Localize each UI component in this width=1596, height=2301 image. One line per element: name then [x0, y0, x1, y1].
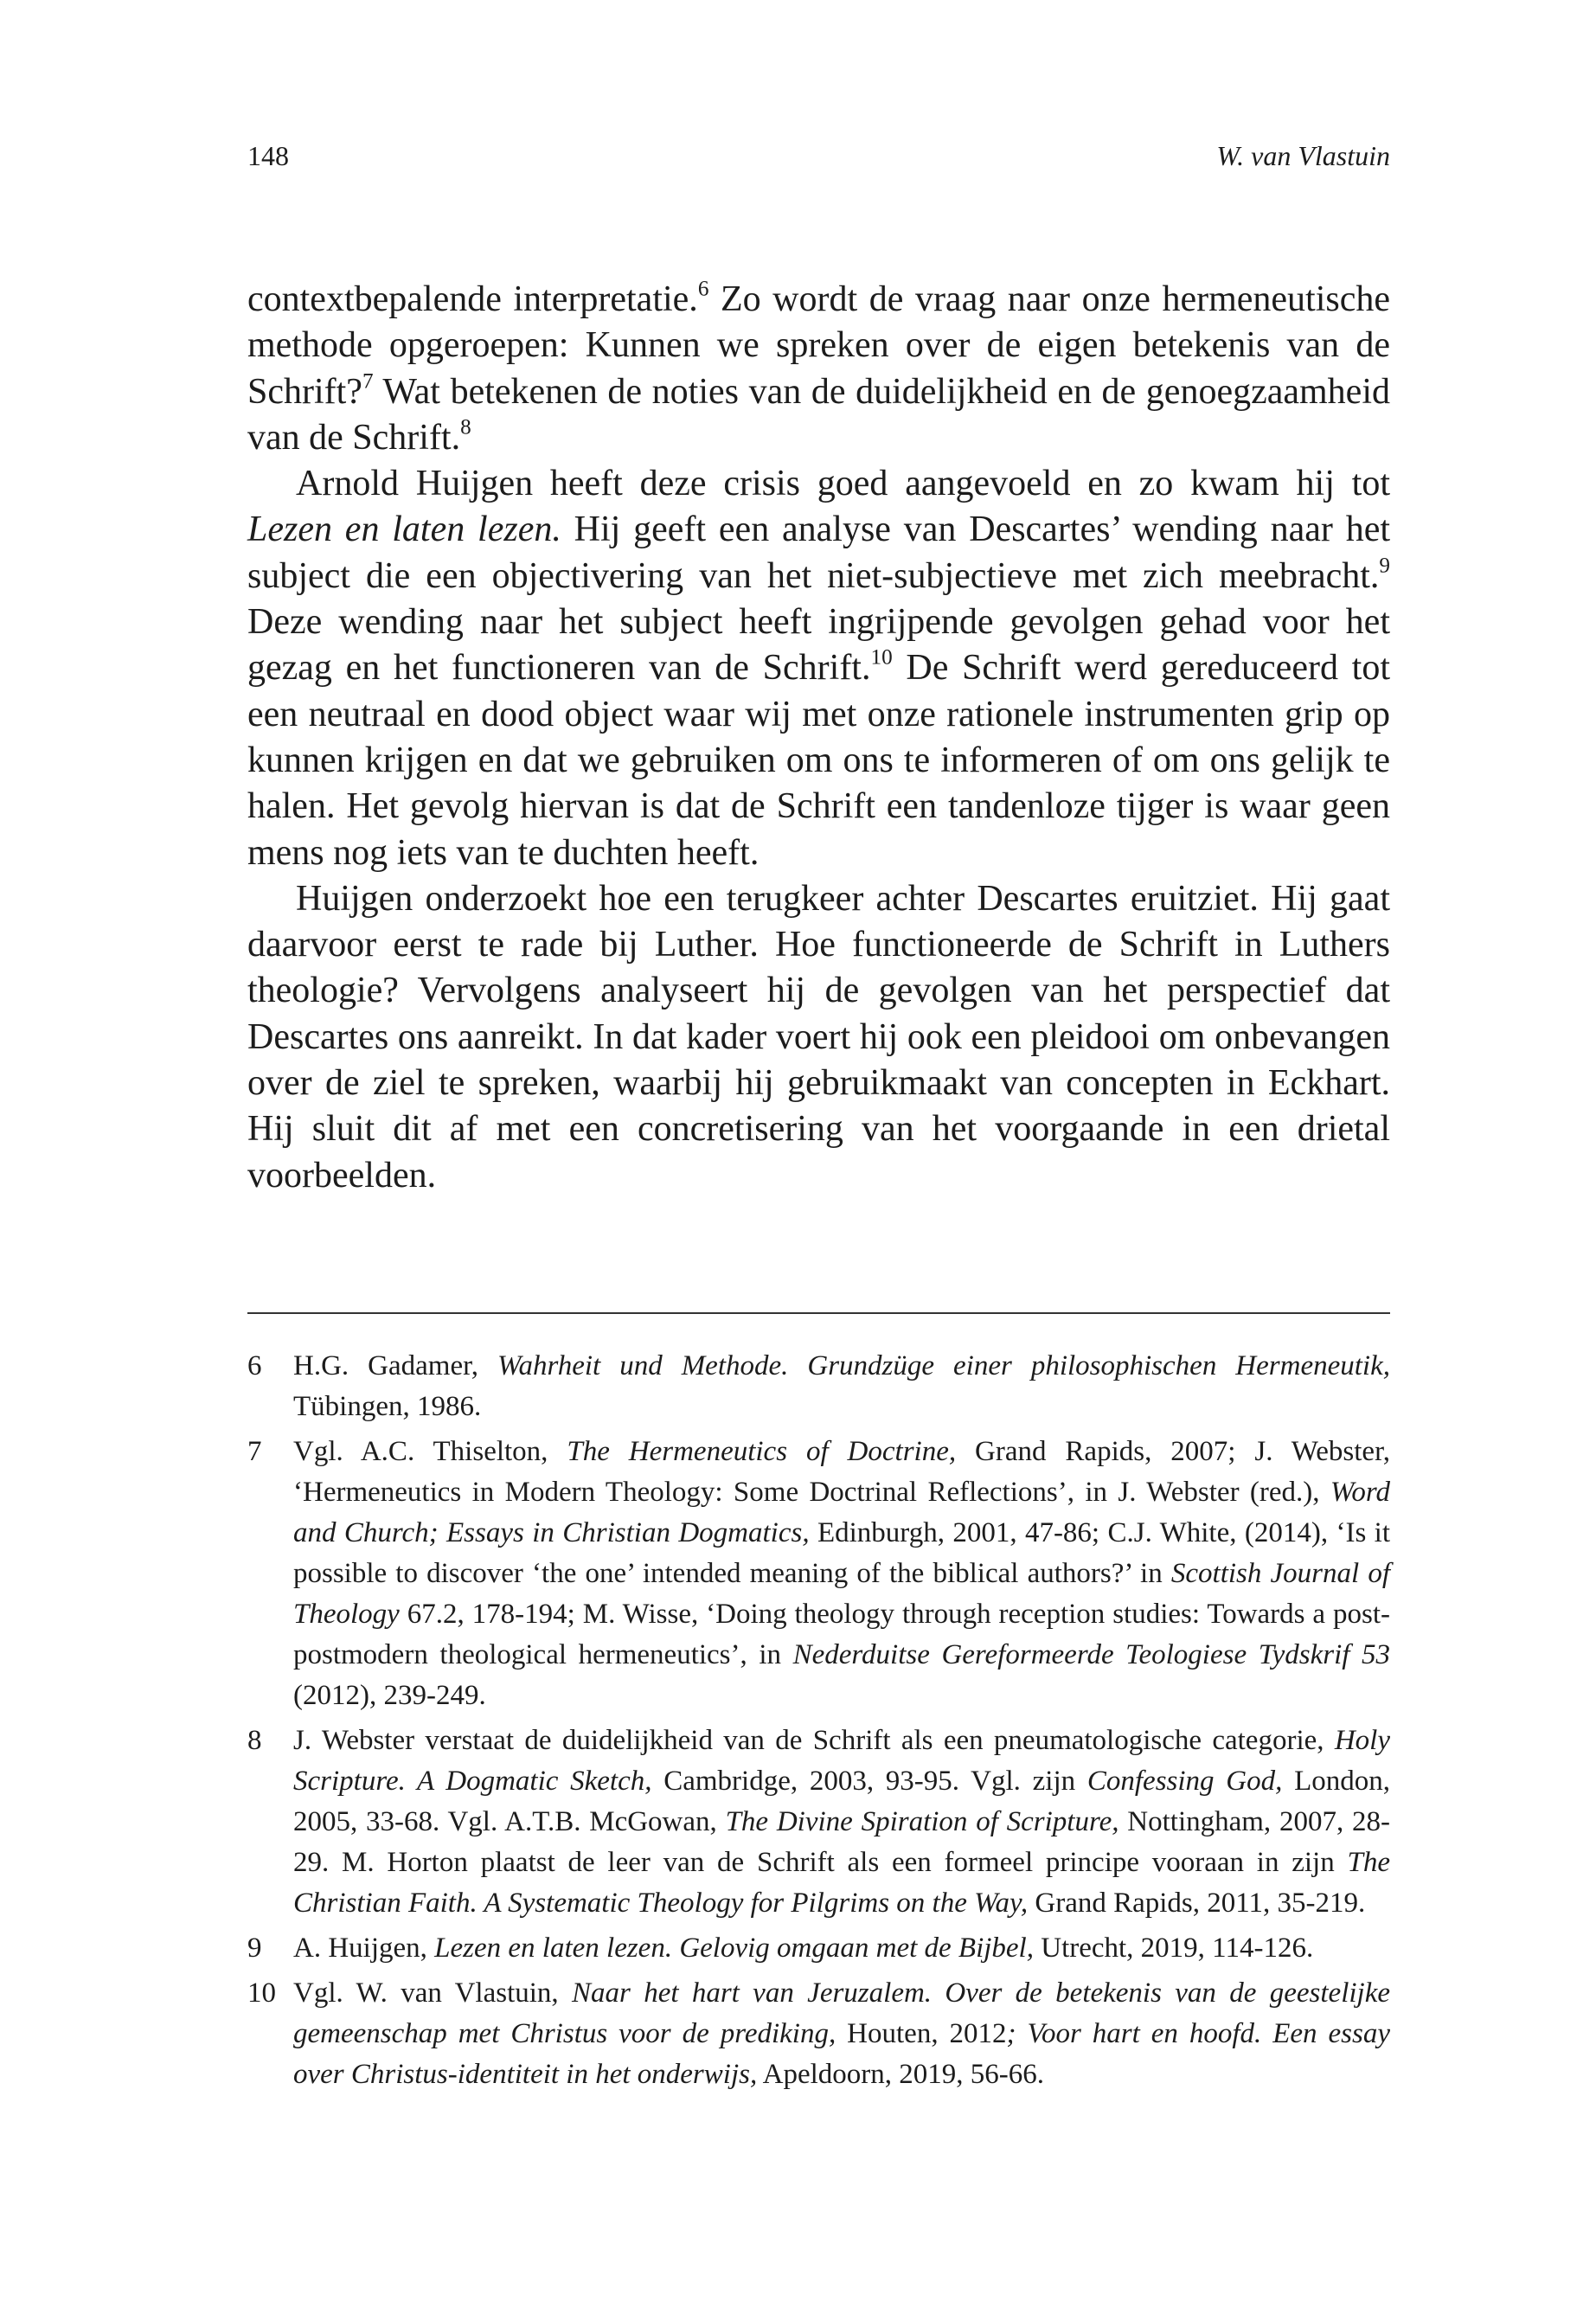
footnote-9: 9 A. Huijgen, Lezen en laten lezen. Gelovig omgaan met de Bijbel, Utrecht, 2019, 114-126. [247, 1928, 1390, 1969]
footnote-ref-8[interactable]: 8 [460, 415, 471, 439]
footnote-divider [247, 1312, 1390, 1314]
footnote-ref-10[interactable]: 10 [870, 645, 893, 670]
paragraph-3: Huijgen onderzoekt hoe een terugkeer achter Descartes eruitziet. Hij gaat daarvoor eerst te rade bij Luther. Hoe functioneerde de Schrift in Luthers theologie? Vervolgens analyseert hij de gevolgen van het perspectief dat Descartes ons aanreikt. In dat kader voert hij ook een pleidooi om onbevangen over de ziel te spreken, waarbij hij gebruikmaakt van concepten in Eckhart. Hij sluit dit af met een concretisering van het voorgaande in een drietal voorbeelden. [247, 878, 1390, 1195]
page-number: 148 [247, 140, 289, 171]
footnotes [247, 1346, 1390, 2099]
paragraph-2: Arnold Huijgen heeft deze crisis goed aangevoeld en zo kwam hij tot Lezen en laten lezen. Hij geeft een analyse van Descartes’ wending naar het subject die een objectivering van het niet-subjectieve met zich meebracht.$^9$ Deze wending naar het subject heeft ingrijpende gevolgen gehad voor het gezag en het functioneren van de Schrift.$^{10}$ De Schrift werd gereduceerd tot een neutraal en dood object waar wij met onze rationele instrumenten grip op kunnen krijgen en dat we gebruiken om ons te informeren of om ons gelijk te halen. Het gevolg hiervan is dat de Schrift een tandenloze tijger is waar geen mens nog iets van te duchten heeft. [247, 464, 1390, 873]
footnote-7: 7 Vgl. A.C. Thiselton, The Hermeneutics of Doctrine, Grand Rapids, 2007; J. Webster, ‘Hermeneutics in Modern Theology: Some Doctrinal Reflections’, in J. Webster (red.), Word and Church; Essays in Christian Dogmatics, Edinburgh, 2001, 47-86; C.J. White, (2014), ‘Is it possible to discover ‘the one’ intended meaning of the biblical authors?’ in Scottish Journal of Theology 67.2, 178-194; M. Wisse, ‘Doing theology through reception studies: Towards a post-postmodern theological hermeneutics’, in Nederduitse Gereformeerde Teologiese Tydskrif 53 (2012), 239-249. [247, 1432, 1390, 1716]
footnote-6: 6 H.G. Gadamer, Wahrheit und Methode. Grundzüge einer philosophischen Hermeneutik, Tübingen, 1986. [247, 1346, 1390, 1427]
footnote-number: 7 [247, 1436, 262, 1467]
running-head-author: W. van Vlastuin [1216, 140, 1390, 171]
footnote-number: 9 [247, 1932, 262, 1964]
footnote-ref-6[interactable]: 6 [697, 277, 709, 301]
footnote-number: 6 [247, 1350, 262, 1381]
footnote-10: 10 Vgl. W. van Vlastuin, Naar het hart van Jeruzalem. Over de betekenis van de geestelijke gemeenschap met Christus voor de prediking, Houten, 2012; Voor hart en hoofd. Een essay over Christus-identiteit in het onderwijs, Apeldoorn, 2019, 56-66. [247, 1973, 1390, 2095]
footnote-number: 8 [247, 1725, 262, 1756]
footnote-8: 8 J. Webster verstaat de duidelijkheid van de Schrift als een pneumatologische categorie, Holy Scripture. A Dogmatic Sketch, Cambridge, 2003, 93-95. Vgl. zijn Confessing God, London, 2005, 33-68. Vgl. A.T.B. McGowan, The Divine Spiration of Scripture, Nottingham, 2007, 28-29. M. Horton plaatst de leer van de Schrift als een formeel principe vooraan in zijn The Christian Faith. A Systematic Theology for Pilgrims on the Way, Grand Rapids, 2011, 35-219. [247, 1721, 1390, 1924]
footnote-ref-9[interactable]: 9 [1379, 554, 1390, 578]
footnote-number: 10 [247, 1977, 276, 2009]
footnote-ref-7[interactable]: 7 [362, 369, 374, 393]
main-text [247, 277, 1390, 1199]
paragraph-1: contextbepalende interpretatie.$^6$ Zo wordt de vraag naar onze hermeneutische methode opgeroepen: Kunnen we spreken over de eigen betekenis van de Schrift?$^7$ Wat betekenen de noties van de duidelijkheid en de genoegzaamheid van de Schrift.$^8$ [247, 277, 1390, 458]
